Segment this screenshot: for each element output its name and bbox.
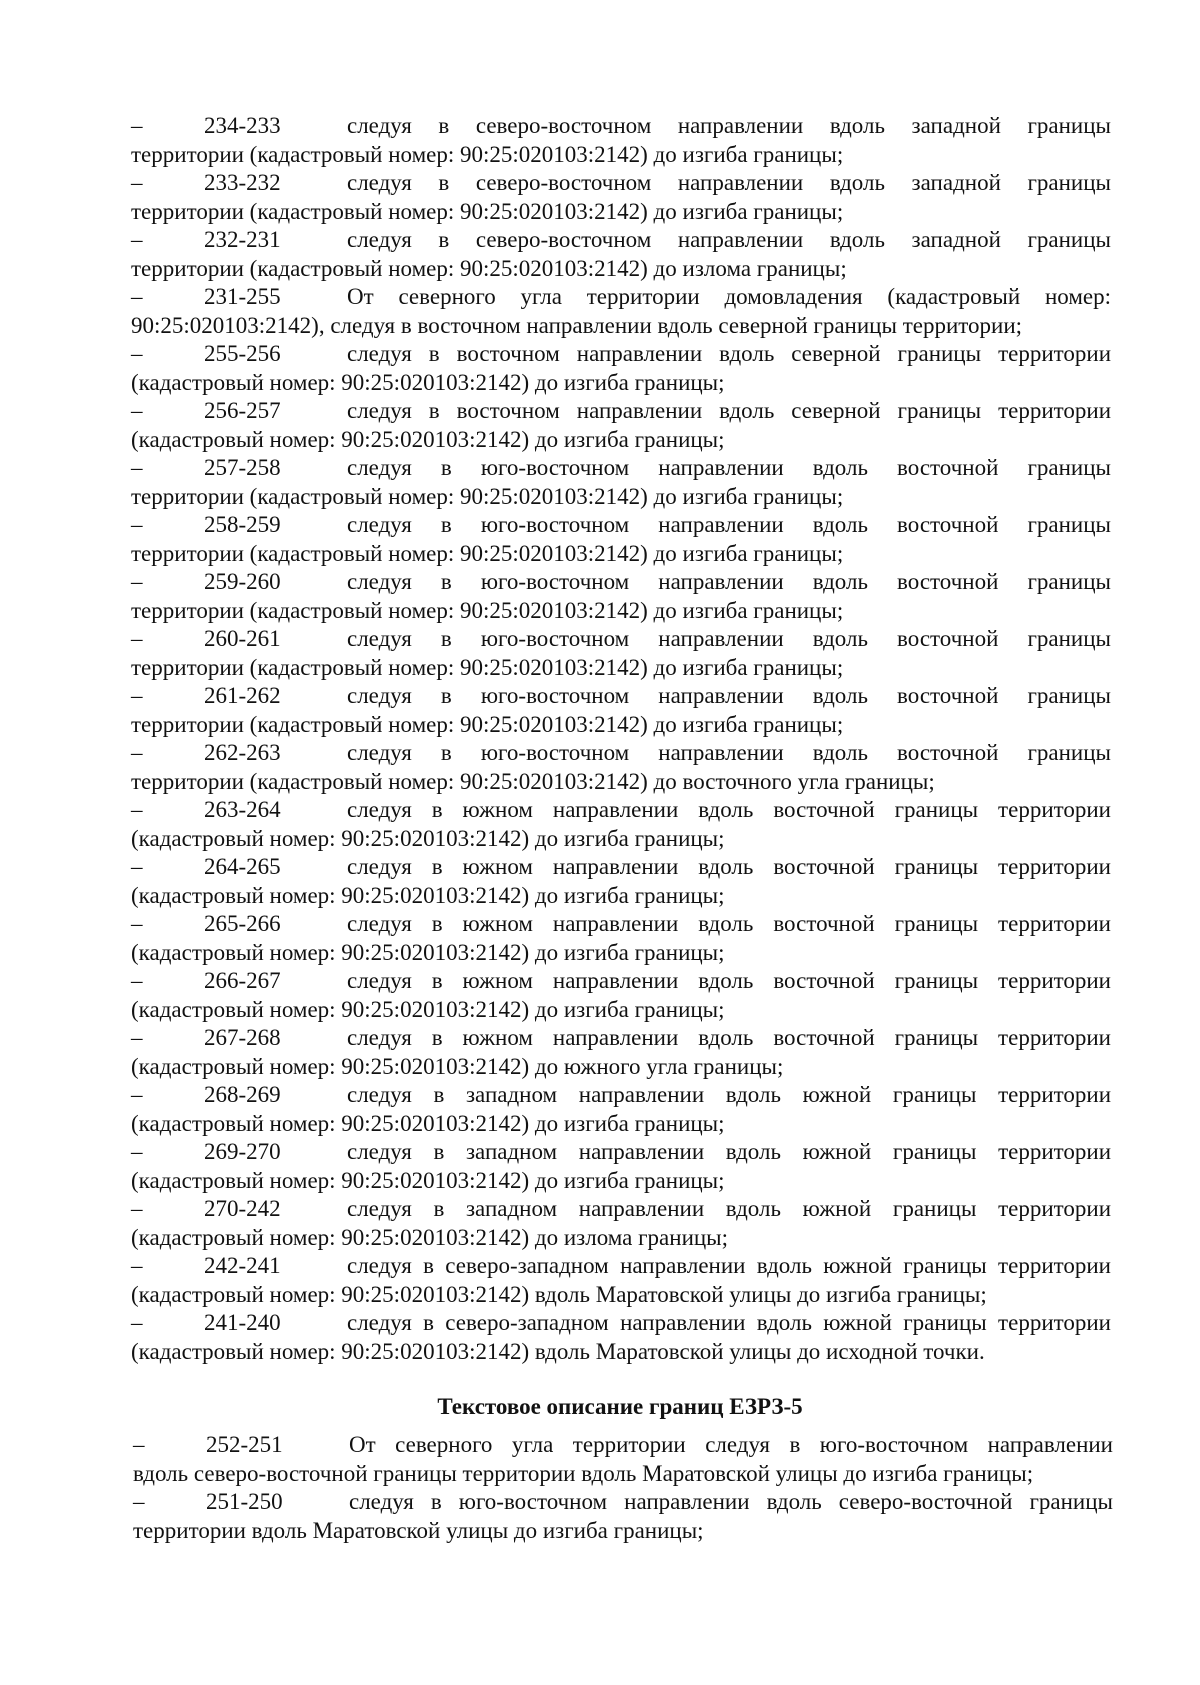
entry-text: следуя в юго-восточном направлении вдоль восточной границы [347, 683, 1111, 708]
entry-text: следуя в западном направлении вдоль южной границы территории [347, 1139, 1111, 1164]
entry-text: следуя в юго-восточном направлении вдоль восточной границы [347, 569, 1111, 594]
segment-number: 231-255 [204, 284, 281, 309]
entry-text: следуя в северо-восточном направлении вдоль западной границы [347, 227, 1111, 252]
entry-continuation: территории (кадастровый номер: 90:25:020103:2142) до изгиба границы; [131, 483, 844, 509]
dash: – [131, 398, 143, 423]
entry-text: следуя в юго-восточном направлении вдоль восточной границы [347, 512, 1111, 537]
segment-number: 242-241 [204, 1253, 281, 1278]
dash: – [131, 968, 143, 993]
segment-number: 258-259 [204, 512, 281, 537]
dash: – [131, 227, 143, 252]
entry-text: следуя в юго-восточном направлении вдоль восточной границы [347, 455, 1111, 480]
dash: – [131, 341, 143, 366]
list-item [131, 169, 1111, 226]
segment-number: 260-261 [204, 626, 281, 651]
entry-continuation: территории вдоль Маратовской улицы до изгиба границы; [133, 1517, 704, 1543]
segment-number: 267-268 [204, 1025, 281, 1050]
segment-number: 261-262 [204, 683, 281, 708]
segment-number: 266-267 [204, 968, 281, 993]
dash: – [131, 1082, 143, 1107]
entry-text: следуя в южном направлении вдоль восточной границы территории [347, 968, 1111, 993]
segment-number: 234-233 [204, 113, 281, 138]
list-item [133, 1488, 1113, 1545]
segment-number: 255-256 [204, 341, 281, 366]
entry-continuation: (кадастровый номер: 90:25:020103:2142) до изгиба границы; [131, 996, 725, 1022]
list-item [131, 283, 1111, 340]
segment-number: 259-260 [204, 569, 281, 594]
list-item [131, 853, 1111, 910]
entry-continuation: (кадастровый номер: 90:25:020103:2142) до изгиба границы; [131, 369, 725, 395]
entry-text: следуя в южном направлении вдоль восточной границы территории [347, 854, 1111, 879]
dash: – [131, 284, 143, 309]
entry-continuation: территории (кадастровый номер: 90:25:020103:2142) до изгиба границы; [131, 141, 844, 167]
dash: – [131, 1025, 143, 1050]
dash: – [131, 569, 143, 594]
entry-text: следуя в южном направлении вдоль восточной границы территории [347, 911, 1111, 936]
list-item [131, 511, 1111, 568]
list-item [131, 397, 1111, 454]
list-item [131, 796, 1111, 853]
entry-continuation: (кадастровый номер: 90:25:020103:2142) до излома границы; [131, 1224, 729, 1250]
segment-number: 263-264 [204, 797, 281, 822]
dash: – [131, 1253, 143, 1278]
boundary-description-list [131, 112, 1111, 1366]
entry-continuation: территории (кадастровый номер: 90:25:020103:2142) до восточного угла границы; [131, 768, 935, 794]
list-item [131, 454, 1111, 511]
list-item [131, 967, 1111, 1024]
segment-number: 251-250 [206, 1489, 283, 1514]
entry-continuation: (кадастровый номер: 90:25:020103:2142) до изгиба границы; [131, 1167, 725, 1193]
dash: – [133, 1489, 145, 1514]
list-item [131, 112, 1111, 169]
dash: – [131, 797, 143, 822]
entry-continuation: (кадастровый номер: 90:25:020103:2142) вдоль Маратовской улицы до изгиба границы; [131, 1281, 987, 1307]
list-item [131, 1195, 1111, 1252]
entry-text: следуя в северо-западном направлении вдоль южной границы территории [347, 1253, 1111, 1278]
dash: – [131, 740, 143, 765]
entry-continuation: (кадастровый номер: 90:25:020103:2142) до изгиба границы; [131, 426, 725, 452]
entry-text: следуя в юго-восточном направлении вдоль северо-восточной границы [349, 1489, 1113, 1514]
list-item [131, 682, 1111, 739]
dash: – [131, 113, 143, 138]
section-heading: Текстовое описание границ ЕЗРЗ-5 [437, 1394, 803, 1419]
list-item [131, 625, 1111, 682]
entry-continuation: территории (кадастровый номер: 90:25:020103:2142) до изгиба границы; [131, 198, 844, 224]
entry-text: следуя в юго-восточном направлении вдоль восточной границы [347, 626, 1111, 651]
segment-number: 269-270 [204, 1139, 281, 1164]
segment-number: 265-266 [204, 911, 281, 936]
list-item [131, 226, 1111, 283]
dash: – [131, 455, 143, 480]
list-item [131, 1138, 1111, 1195]
dash: – [131, 683, 143, 708]
entry-continuation: (кадастровый номер: 90:25:020103:2142) до изгиба границы; [131, 825, 725, 851]
entry-continuation: территории (кадастровый номер: 90:25:020103:2142) до изгиба границы; [131, 540, 844, 566]
segment-number: 262-263 [204, 740, 281, 765]
dash: – [131, 170, 143, 195]
segment-number: 233-232 [204, 170, 281, 195]
segment-number: 264-265 [204, 854, 281, 879]
segment-number: 270-242 [204, 1196, 281, 1221]
list-item [131, 1081, 1111, 1138]
dash: – [131, 911, 143, 936]
dash: – [131, 1196, 143, 1221]
entry-continuation: (кадастровый номер: 90:25:020103:2142) до изгиба границы; [131, 1110, 725, 1136]
dash: – [131, 1310, 143, 1335]
entry-continuation: (кадастровый номер: 90:25:020103:2142) вдоль Маратовской улицы до исходной точки. [131, 1338, 985, 1364]
segment-number: 257-258 [204, 455, 281, 480]
list-item [131, 1252, 1111, 1309]
list-item [131, 1309, 1111, 1366]
entry-continuation: территории (кадастровый номер: 90:25:020103:2142) до излома границы; [131, 255, 847, 281]
entry-continuation: территории (кадастровый номер: 90:25:020103:2142) до изгиба границы; [131, 597, 844, 623]
entry-continuation: (кадастровый номер: 90:25:020103:2142) до изгиба границы; [131, 882, 725, 908]
entry-text: следуя в западном направлении вдоль южной границы территории [347, 1082, 1111, 1107]
entry-text: следуя в восточном направлении вдоль северной границы территории [347, 341, 1111, 366]
entry-continuation: вдоль северо-восточной границы территории вдоль Маратовской улицы до изгиба границы; [133, 1460, 1034, 1486]
list-item [131, 340, 1111, 397]
entry-continuation: территории (кадастровый номер: 90:25:020103:2142) до изгиба границы; [131, 711, 844, 737]
entry-text: следуя в южном направлении вдоль восточной границы территории [347, 797, 1111, 822]
segment-number: 252-251 [206, 1432, 283, 1457]
dash: – [133, 1432, 145, 1457]
section-description-list [133, 1431, 1113, 1545]
list-item [131, 568, 1111, 625]
list-item [131, 739, 1111, 796]
list-item [131, 910, 1111, 967]
entry-text: От северного угла территории следуя в юго-восточном направлении [349, 1432, 1113, 1457]
entry-text: следуя в восточном направлении вдоль северной границы территории [347, 398, 1111, 423]
segment-number: 256-257 [204, 398, 281, 423]
dash: – [131, 1139, 143, 1164]
dash: – [131, 512, 143, 537]
list-item [131, 1024, 1111, 1081]
entry-continuation: 90:25:020103:2142), следуя в восточном направлении вдоль северной границы территории; [131, 312, 1023, 338]
list-item [133, 1431, 1113, 1488]
entry-text: следуя в северо-восточном направлении вдоль западной границы [347, 113, 1111, 138]
entry-text: следуя в западном направлении вдоль южной границы территории [347, 1196, 1111, 1221]
entry-continuation: (кадастровый номер: 90:25:020103:2142) до изгиба границы; [131, 939, 725, 965]
segment-number: 232-231 [204, 227, 281, 252]
dash: – [131, 626, 143, 651]
entry-text: следуя в юго-восточном направлении вдоль восточной границы [347, 740, 1111, 765]
entry-text: следуя в южном направлении вдоль восточной границы территории [347, 1025, 1111, 1050]
entry-text: следуя в северо-западном направлении вдоль южной границы территории [347, 1310, 1111, 1335]
segment-number: 268-269 [204, 1082, 281, 1107]
segment-number: 241-240 [204, 1310, 281, 1335]
entry-continuation: (кадастровый номер: 90:25:020103:2142) до южного угла границы; [131, 1053, 784, 1079]
entry-text: следуя в северо-восточном направлении вдоль западной границы [347, 170, 1111, 195]
entry-continuation: территории (кадастровый номер: 90:25:020103:2142) до изгиба границы; [131, 654, 844, 680]
dash: – [131, 854, 143, 879]
entry-text: От северного угла территории домовладения (кадастровый номер: [347, 284, 1111, 309]
